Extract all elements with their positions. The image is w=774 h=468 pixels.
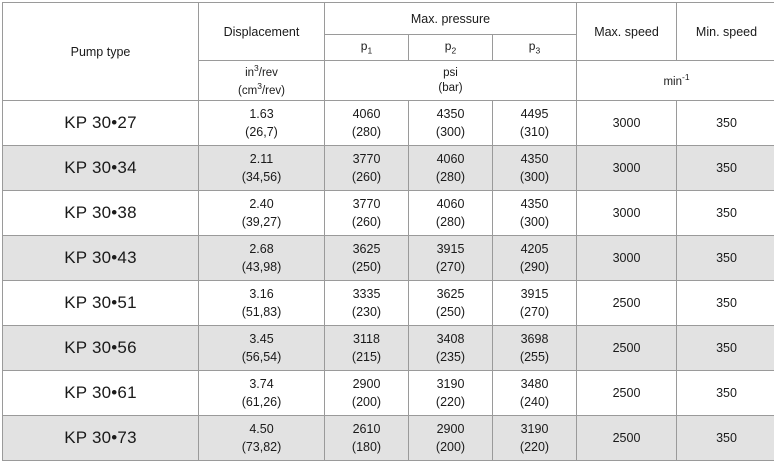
p1-bar: (250): [325, 258, 408, 276]
displacement-imperial: 2.68: [199, 240, 324, 258]
p2-bar: (280): [409, 213, 492, 231]
p3-psi: 3480: [493, 375, 576, 393]
min-speed-cell: 350: [677, 191, 774, 236]
unit-displacement-imperial-prefix: in: [245, 67, 254, 79]
unit-speed-exp: -1: [682, 72, 690, 82]
displacement-cell: [199, 371, 325, 416]
table-row: [3, 281, 774, 326]
p2-psi: 3625: [409, 285, 492, 303]
max-speed-cell: 3000: [577, 101, 677, 146]
displacement-cell: [199, 191, 325, 236]
header-p1-subscript: 1: [367, 46, 372, 56]
p3-psi: 3698: [493, 330, 576, 348]
unit-speed: [577, 61, 774, 101]
unit-displacement-metric: [199, 81, 324, 98]
p2-psi: 2900: [409, 420, 492, 438]
p2-cell: [409, 236, 493, 281]
header-displacement: Displacement: [199, 3, 325, 61]
p1-bar: (180): [325, 438, 408, 456]
header-p2-subscript: 2: [451, 46, 456, 56]
unit-speed-label: min: [663, 76, 682, 88]
displacement-metric: (34,56): [199, 168, 324, 186]
displacement-metric: (43,98): [199, 258, 324, 276]
header-p3: [493, 35, 577, 61]
p3-psi: 4350: [493, 195, 576, 213]
p3-bar: (255): [493, 348, 576, 366]
p3-psi: 3915: [493, 285, 576, 303]
unit-displacement-metric-exp: 3: [257, 81, 262, 91]
unit-displacement-imperial-exp: 3: [254, 63, 259, 73]
pump-specification-table: [2, 2, 774, 461]
p3-bar: (240): [493, 393, 576, 411]
p2-psi: 4350: [409, 105, 492, 123]
p3-cell: [493, 326, 577, 371]
header-p1-label: p: [361, 39, 368, 53]
displacement-imperial: 3.45: [199, 330, 324, 348]
p1-bar: (280): [325, 123, 408, 141]
p2-psi: 3408: [409, 330, 492, 348]
unit-displacement-metric-suffix: /rev): [262, 84, 285, 96]
header-p1: [325, 35, 409, 61]
displacement-imperial: 2.40: [199, 195, 324, 213]
displacement-metric: (51,83): [199, 303, 324, 321]
p1-bar: (200): [325, 393, 408, 411]
max-speed-cell: 2500: [577, 416, 677, 461]
p2-bar: (270): [409, 258, 492, 276]
min-speed-cell: 350: [677, 236, 774, 281]
max-speed-cell: 2500: [577, 326, 677, 371]
max-speed-cell: 3000: [577, 146, 677, 191]
p3-bar: (300): [493, 168, 576, 186]
max-speed-cell: 2500: [577, 281, 677, 326]
displacement-imperial: 3.74: [199, 375, 324, 393]
min-speed-cell: 350: [677, 101, 774, 146]
displacement-metric: (61,26): [199, 393, 324, 411]
pump-type-cell: KP 30•27: [3, 101, 199, 146]
p2-cell: [409, 416, 493, 461]
header-max-pressure: Max. pressure: [325, 3, 577, 35]
table-body: [3, 101, 774, 461]
min-speed-cell: 350: [677, 416, 774, 461]
p3-psi: 4350: [493, 150, 576, 168]
pump-type-cell: KP 30•43: [3, 236, 199, 281]
displacement-cell: [199, 236, 325, 281]
header-pump-type: Pump type: [3, 3, 199, 101]
table-row: [3, 416, 774, 461]
displacement-metric: (39,27): [199, 213, 324, 231]
p3-cell: [493, 236, 577, 281]
unit-displacement: [199, 61, 325, 101]
p1-cell: [325, 101, 409, 146]
p3-bar: (310): [493, 123, 576, 141]
p2-bar: (235): [409, 348, 492, 366]
header-row-main: [3, 3, 774, 35]
table-row: [3, 236, 774, 281]
p2-bar: (220): [409, 393, 492, 411]
pump-type-cell: KP 30•51: [3, 281, 199, 326]
displacement-metric: (73,82): [199, 438, 324, 456]
p2-cell: [409, 326, 493, 371]
header-p3-subscript: 3: [535, 46, 540, 56]
unit-displacement-imperial-suffix: /rev: [259, 67, 278, 79]
header-p2-label: p: [445, 39, 452, 53]
p1-cell: [325, 416, 409, 461]
p2-psi: 4060: [409, 150, 492, 168]
p3-cell: [493, 281, 577, 326]
p1-psi: 3335: [325, 285, 408, 303]
displacement-cell: [199, 101, 325, 146]
p1-psi: 3118: [325, 330, 408, 348]
pump-type-cell: KP 30•56: [3, 326, 199, 371]
p3-cell: [493, 101, 577, 146]
unit-pressure-bar: (bar): [325, 81, 576, 95]
p1-bar: (260): [325, 168, 408, 186]
p1-psi: 2610: [325, 420, 408, 438]
p2-bar: (280): [409, 168, 492, 186]
p3-psi: 3190: [493, 420, 576, 438]
pump-type-cell: KP 30•38: [3, 191, 199, 236]
p2-cell: [409, 101, 493, 146]
unit-pressure: [325, 61, 577, 101]
p1-cell: [325, 371, 409, 416]
p2-cell: [409, 191, 493, 236]
p3-bar: (300): [493, 213, 576, 231]
p1-psi: 2900: [325, 375, 408, 393]
p1-bar: (230): [325, 303, 408, 321]
p3-cell: [493, 371, 577, 416]
max-speed-cell: 2500: [577, 371, 677, 416]
unit-displacement-metric-prefix: (cm: [238, 84, 257, 96]
header-max-speed: Max. speed: [577, 3, 677, 61]
header-min-speed: Min. speed: [677, 3, 774, 61]
min-speed-cell: 350: [677, 326, 774, 371]
p2-bar: (300): [409, 123, 492, 141]
p3-bar: (290): [493, 258, 576, 276]
table-row: [3, 326, 774, 371]
displacement-cell: [199, 281, 325, 326]
p1-cell: [325, 191, 409, 236]
p1-psi: 4060: [325, 105, 408, 123]
p3-psi: 4205: [493, 240, 576, 258]
table-header: [3, 3, 774, 101]
p3-psi: 4495: [493, 105, 576, 123]
p2-psi: 3915: [409, 240, 492, 258]
max-speed-cell: 3000: [577, 236, 677, 281]
p2-bar: (200): [409, 438, 492, 456]
p1-bar: (260): [325, 213, 408, 231]
max-speed-cell: 3000: [577, 191, 677, 236]
p3-bar: (270): [493, 303, 576, 321]
displacement-imperial: 1.63: [199, 105, 324, 123]
displacement-cell: [199, 146, 325, 191]
displacement-cell: [199, 326, 325, 371]
p2-psi: 3190: [409, 375, 492, 393]
unit-displacement-imperial: [199, 63, 324, 80]
p3-cell: [493, 191, 577, 236]
min-speed-cell: 350: [677, 281, 774, 326]
displacement-metric: (56,54): [199, 348, 324, 366]
p1-psi: 3770: [325, 195, 408, 213]
table-row: [3, 191, 774, 236]
p2-cell: [409, 146, 493, 191]
header-p2: [409, 35, 493, 61]
pump-type-cell: KP 30•73: [3, 416, 199, 461]
p1-cell: [325, 236, 409, 281]
displacement-imperial: 4.50: [199, 420, 324, 438]
displacement-metric: (26,7): [199, 123, 324, 141]
p2-cell: [409, 371, 493, 416]
p1-psi: 3770: [325, 150, 408, 168]
p3-bar: (220): [493, 438, 576, 456]
p1-bar: (215): [325, 348, 408, 366]
table-row: [3, 371, 774, 416]
pump-type-cell: KP 30•61: [3, 371, 199, 416]
table-row: [3, 101, 774, 146]
header-p3-label: p: [529, 39, 536, 53]
table-row: [3, 146, 774, 191]
p1-cell: [325, 281, 409, 326]
unit-pressure-psi: psi: [325, 66, 576, 80]
min-speed-cell: 350: [677, 146, 774, 191]
displacement-imperial: 3.16: [199, 285, 324, 303]
p2-psi: 4060: [409, 195, 492, 213]
p1-cell: [325, 146, 409, 191]
p1-psi: 3625: [325, 240, 408, 258]
p3-cell: [493, 416, 577, 461]
displacement-cell: [199, 416, 325, 461]
p2-bar: (250): [409, 303, 492, 321]
min-speed-cell: 350: [677, 371, 774, 416]
p1-cell: [325, 326, 409, 371]
p3-cell: [493, 146, 577, 191]
displacement-imperial: 2.11: [199, 150, 324, 168]
p2-cell: [409, 281, 493, 326]
pump-type-cell: KP 30•34: [3, 146, 199, 191]
